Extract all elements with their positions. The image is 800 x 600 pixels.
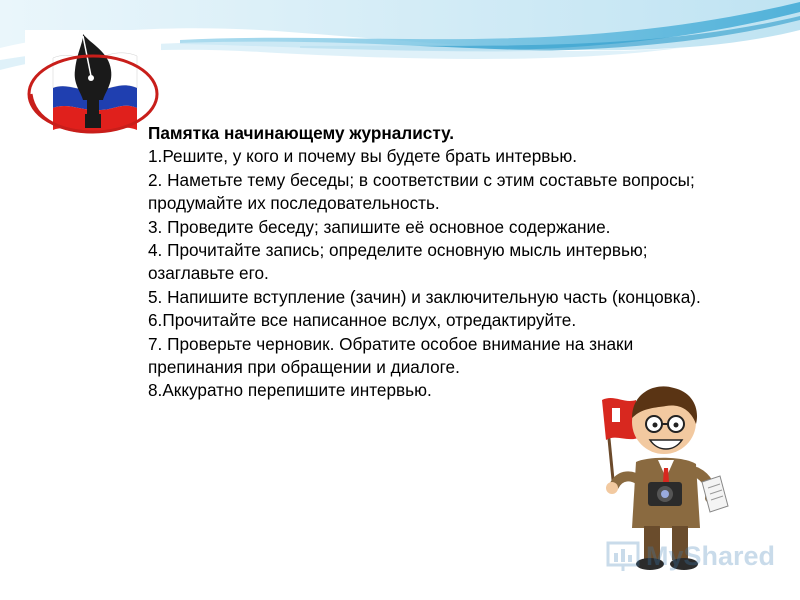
memo-title: Памятка начинающему журналисту.: [148, 123, 455, 143]
memo-item-1: 1.Решите, у кого и почему вы будете брать интервью.: [148, 146, 578, 167]
memo-item-2: 2. Наметьте тему беседы; в соответствии с этим составьте вопросы; продумайте их последовательность.: [148, 169, 695, 214]
watermark-text: MyShared: [646, 540, 776, 571]
memo: [148, 122, 718, 403]
memo-item-7: 7. Проверьте черновик. Обратите особое внимание на знаки препинания при обращении и диалоге.: [148, 333, 634, 378]
memo-item-6: 6.Прочитайте все написанное вслух, отредактируйте.: [148, 310, 577, 331]
logo: [25, 30, 161, 134]
memo-item-5: 5. Напишите вступление (зачин) и заключительную часть (концовка).: [148, 286, 701, 307]
memo-item-8: 8.Аккуратно перепишите интервью.: [148, 380, 432, 401]
pen-nib-flag-logo-icon: [25, 30, 161, 134]
watermark: [606, 536, 775, 576]
chart-presentation-icon: [606, 539, 640, 573]
memo-item-4: 4. Прочитайте запись; определите основную мысль интервью; озаглавьте его.: [148, 240, 648, 284]
memo-item-3: 3. Проведите беседу; запишите её основное содержание.: [148, 216, 611, 237]
